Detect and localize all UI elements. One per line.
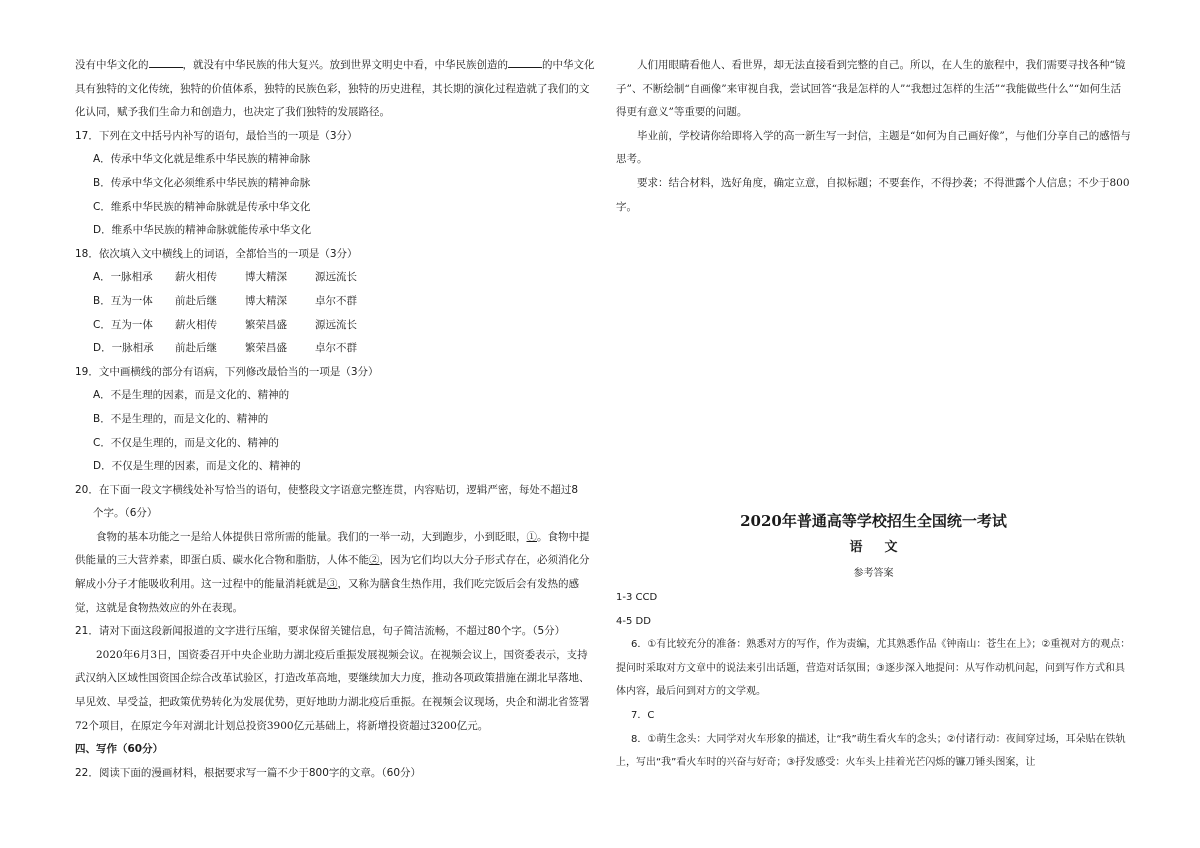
question-21-stem: 21．请对下面这段新闻报道的文字进行压缩，要求保留关键信息，句子简洁流畅，不超过80个字。（5分） — [75, 625, 566, 638]
right-column — [616, 54, 1131, 219]
section-writing-heading: 四、写作（60分） — [75, 743, 164, 756]
question-18-stem: 18．依次填入文中横线上的词语，全都恰当的一项是（3分） — [75, 247, 358, 260]
question-18-option: D．一脉相承 前赴后继 繁荣昌盛 卓尔不群 — [93, 342, 357, 355]
question-17-stem: 17．下列在文中括号内补写的语句，最恰当的一项是（3分） — [75, 129, 358, 142]
answer-key-subtitle: 参考答案 — [853, 568, 894, 579]
answer-4-5: 4-5 DD — [616, 615, 651, 627]
question-19-option: C．不仅是生理的，而是文化的、精神的 — [93, 436, 279, 449]
answer-key — [616, 508, 1131, 775]
fill-blank — [149, 57, 183, 68]
answer-key-title: 2020年普通高等学校招生全国统一考试 — [740, 512, 1007, 530]
question-20-stem: 20．在下面一段文字横线处补写恰当的语句，使整段文字语意完整连贯，内容贴切，逻辑严密，每处不超过8 — [75, 483, 579, 496]
left-column — [75, 54, 595, 785]
answer-8: 8．①萌生念头：大同学对火车形象的描述，让“我”萌生看火车的念头；②付诸行动：夜间穿过场，耳朵贴在铁轨上，写出“我”看火车时的兴奋与好奇；③抒发感受：火车头上挂着光芒闪烁的镰刀锤头图案，让 — [616, 733, 1126, 769]
answer-6: 6．①有比较充分的准备：熟悉对方的写作，作为责编，尤其熟悉作品《钟南山：苍生在上》；②重视对方的观点：提问时采取对方文章中的说法来引出话题，营造对话氛围；③逐步深入地提问：从写作动机问起，问到写作方式和具体内容，最后问到对方的文学观。 — [616, 639, 1131, 698]
blank-mark-3: ③ — [327, 578, 338, 591]
question-19-stem: 19．文中画横线的部分有语病，下列修改最恰当的一项是（3分） — [75, 365, 379, 378]
question-20-passage: 食物的基本功能之一是给人体提供日常所需的能量。我们的一举一动，大到跑步，小到眨眼，①。食物中提供能量的三大营养素，即蛋白质、碳水化合物和脂肪，人体不能②，因为它们均以大分子形式存在，必须消化分解成小分子才能吸收利用。这一过程中的能量消耗就是③，又称为膳食生热作用，我们吃完饭后会有发热的感觉，这就是食物热效应的外在表现。 — [75, 530, 590, 614]
blank-mark-1: ① — [526, 530, 537, 543]
writing-material-paragraph: 人们用眼睛看他人、看世界，却无法直接看到完整的自己。所以，在人生的旅程中，我们需要寻找各种“镜子”、不断绘制“自画像”来审视自我，尝试回答“我是怎样的人”“我想过怎样的生活”“我能做些什么”“如何生活得更有意义”等重要的问题。 — [616, 59, 1126, 119]
answer-7: 7．C — [631, 709, 655, 721]
intro-paragraph: 没有中华文化的 ，就没有中华民族的伟大复兴。放到世界文明史中看，中华民族创造的 的中华文化具有独特的文化传统，独特的价值体系，独特的民族色彩，独特的历史进程，其长期的演化过程造就了我们的文化认同，赋予我们生命力和创造力，也决定了我们独特的发展路径。 — [75, 59, 595, 119]
question-18-option: B．互为一体 前赴后继 博大精深 卓尔不群 — [93, 294, 357, 307]
question-20-stem-cont: 个字。（6分） — [93, 507, 158, 520]
question-18-option: C．互为一体 薪火相传 繁荣昌盛 源远流长 — [93, 318, 357, 331]
blank-mark-2: ② — [369, 554, 380, 567]
question-17-option: B．传承中华文化必须维系中华民族的精神命脉 — [93, 176, 311, 189]
question-17-option: A．传承中华文化就是维系中华民族的精神命脉 — [93, 153, 311, 166]
question-19-option: B．不是生理的，而是文化的、精神的 — [93, 412, 269, 425]
question-22-stem: 22．阅读下面的漫画材料，根据要求写一篇不少于800字的文章。（60分） — [75, 766, 422, 779]
question-21-passage: 2020年6月3日，国资委召开中央企业助力湖北疫后重振发展视频会议。在视频会议上，国资委表示，支持武汉纳入区域性国资国企综合改革试验区，打造改革高地，要继续加大力度，推动各项政策措施在湖北早落地、早见效、早受益，把政策优势转化为发展优势，更好地助力湖北疫后重振。在视频会议现场，央企和湖北省签署72个项目，在原定今年对湖北计划总投资3900亿元基础上，将新增投资超过3200亿元。 — [75, 648, 590, 732]
answer-key-subject: 语文 — [849, 540, 920, 555]
answer-1-3: 1-3 CCD — [616, 592, 658, 603]
question-19-option: A．不是生理的因素，而是文化的、精神的 — [93, 389, 290, 402]
fill-blank — [508, 57, 542, 68]
question-18-option: A．一脉相承 薪火相传 博大精深 源远流长 — [93, 271, 357, 284]
question-19-option: D．不仅是生理的因素，而是文化的、精神的 — [93, 460, 301, 473]
writing-task-paragraph: 毕业前，学校请你给即将入学的高一新生写一封信，主题是“如何为自己画好像”，与他们分享自己的感悟与思考。 — [616, 129, 1131, 166]
question-17-option: D．维系中华民族的精神命脉就能传承中华文化 — [93, 224, 312, 237]
writing-requirements: 要求：结合材料，选好角度，确定立意，自拟标题；不要套作，不得抄袭；不得泄露个人信息；不少于800字。 — [616, 176, 1130, 213]
question-17-option: C．维系中华民族的精神命脉就是传承中华文化 — [93, 200, 311, 213]
